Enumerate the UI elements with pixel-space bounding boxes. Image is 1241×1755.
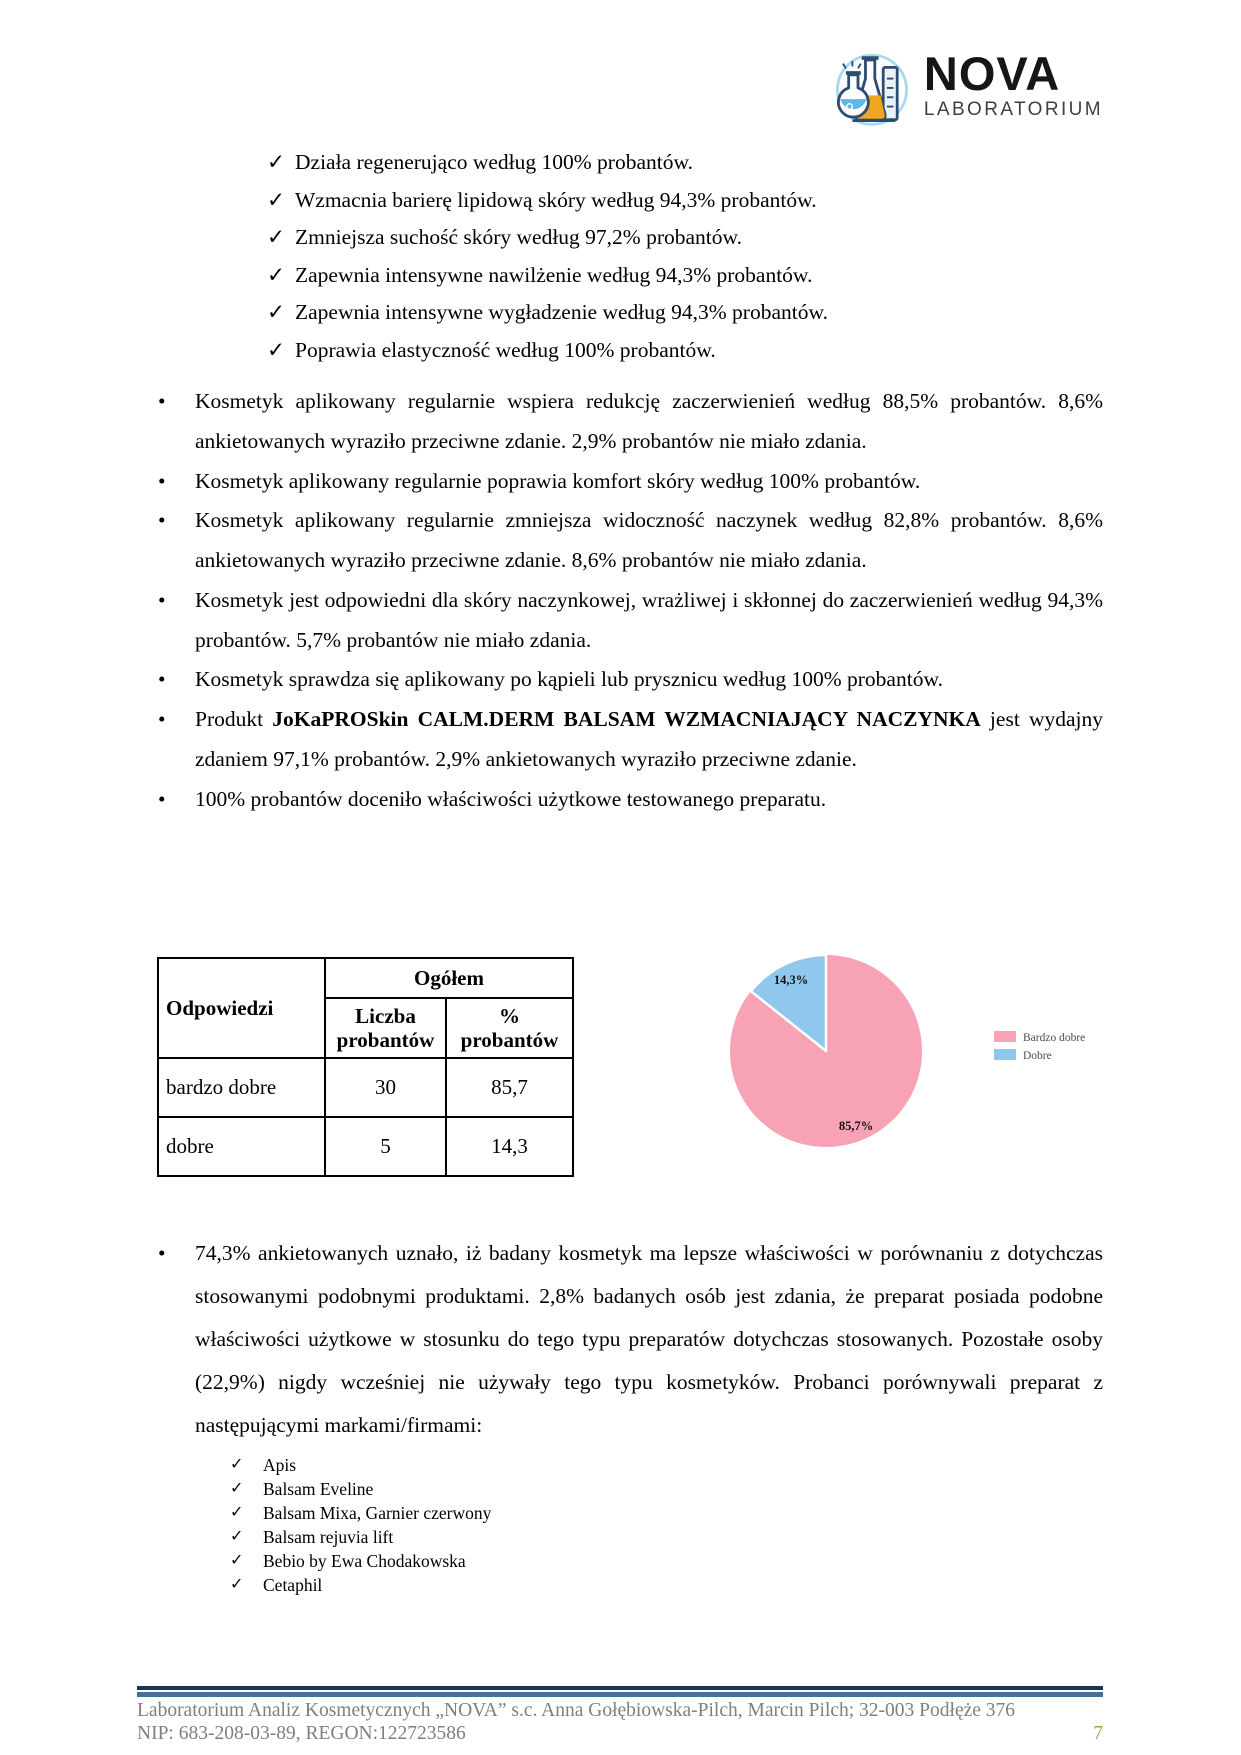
check-icon: ✓ [230,1528,244,1546]
bullet-paragraph [140,382,1103,462]
benefits-check-list [267,144,1103,369]
row-label: bardzo dobre [158,1058,325,1117]
findings-bullet-list [140,382,1103,819]
table-row [158,1117,573,1176]
legend-swatch-dobre [994,1049,1016,1060]
bullet-paragraph [140,581,1103,661]
check-icon: ✓ [230,1576,244,1594]
bullet-text: Kosmetyk aplikowany regularnie wspiera redukcję zaczerwienień według 88,5% probantów. 8,6% ankietowanych wyraziło przeciwne zdanie. 2,9% probantów nie miało zdania. [195,389,1103,453]
list-item-text: Zapewnia intensywne wygładzenie według 94,3% probantów. [295,300,828,324]
list-item-text: Zmniejsza suchość skóry według 97,2% probantów. [295,225,743,249]
brand-name: Cetaphil [263,1575,323,1596]
header [140,0,1103,130]
list-item-text: Działa regenerująco według 100% probantów. [295,150,693,174]
results-table [157,957,574,1177]
list-item [230,1549,1103,1573]
check-icon: ✓ [267,262,286,287]
list-item-text: Zapewnia intensywne nawilżenie według 94,3% probantów. [295,262,813,287]
page-number: 7 [1093,1723,1103,1744]
brand-name: Balsam Eveline [263,1479,374,1500]
bullet-icon: • [158,468,166,493]
bullet-text: Kosmetyk jest odpowiedni dla skóry naczynkowej, wrażliwej i skłonnej do zaczerwienień według 94,3% probantów. 5,7% probantów nie miało zdania. [195,587,1103,652]
bullet-text: Produkt [195,707,273,732]
list-item [267,294,1103,332]
bullet-paragraph [140,660,1103,700]
bullet-paragraph [140,462,1103,502]
bullet-icon: • [158,786,166,811]
list-item-text: Poprawia elastyczność według 100% probantów. [295,337,716,362]
list-item [230,1453,1103,1477]
bullet-text: 74,3% ankietowanych uznało, iż badany kosmetyk ma lepsze właściwości w porównaniu z dotychczas stosowanymi podobnymi produktami. 2,8% badanych osób jest zdania, że preparat posiada podobne właściwości użytkowe w stosunku do tego typu preparatów dotychczas stosowanych. Pozostałe osoby (22,9%) nigdy wcześniej nie używały tego typu kosmetyków. Probanci porównywali preparat z następującymi markami/firmami: [195,1241,1103,1438]
table-header-procent: % probantów [446,998,573,1058]
brand-name: Balsam rejuvia lift [263,1527,394,1548]
logo-name: NOVA [923,47,1061,101]
bullet-text: jest wydajny zdaniem 97,1% probantów. 2,9% ankietowanych wyraziło przeciwne zdanie. [195,707,1103,771]
comparison-bullet-list [140,1232,1103,1447]
row-percent: 85,7 [446,1058,573,1117]
legend-label-dobre: Dobre [1023,1050,1052,1063]
check-icon: ✓ [267,300,286,324]
bullet-icon: • [158,508,166,533]
brand-name: Apis [263,1455,297,1476]
check-icon: ✓ [230,1456,244,1474]
list-item [230,1573,1103,1597]
footer-line2: NIP: 683-208-03-89, REGON:122723586 [137,1723,466,1744]
nova-laboratorium-logo [830,44,1103,130]
list-item [230,1501,1103,1525]
check-icon: ✓ [267,150,286,174]
table-header-odpowiedzi: Odpowiedzi [158,958,325,1058]
brand-name: Bebio by Ewa Chodakowska [263,1551,466,1572]
check-icon: ✓ [267,337,286,362]
list-item [230,1525,1103,1549]
table-header-liczba: Liczba probantów [325,998,446,1058]
lab-flasks-logo-icon [830,46,914,128]
bullet-paragraph [140,780,1103,820]
list-item-text: Wzmacnia barierę lipidową skóry według 94,3% probantów. [295,187,817,212]
list-item [230,1477,1103,1501]
check-icon: ✓ [267,225,286,249]
pie-label-dobre: 14,3% [773,973,809,988]
logo-subtitle: LABORATORIUM [923,98,1103,120]
product-name: JoKaPROSkin CALM.DERM BALSAM WZMACNIAJĄCY NACZYNKA [272,707,981,732]
responses-pie-chart [598,931,1098,1211]
check-icon: ✓ [230,1504,244,1522]
bullet-text: 100% probantów doceniło właściwości użytkowe testowanego preparatu. [195,786,827,811]
bullet-text: Kosmetyk sprawdza się aplikowany po kąpieli lub prysznicu według 100% probantów. [195,667,943,692]
list-item [267,182,1103,220]
bullet-icon: • [158,1241,166,1266]
brands-check-list [230,1453,1103,1597]
footer-line1: Laboratorium Analiz Kosmetycznych „NOVA” s.c. Anna Gołębiowska-Pilch, Marcin Pilch; 32-003 Podłęże 376 [137,1700,1016,1721]
legend-swatch-bardzo-dobre [994,1031,1016,1042]
chart-legend [994,1031,1085,1062]
bullet-icon: • [158,667,166,692]
footer-rule-light [137,1692,1103,1697]
row-count: 5 [325,1117,446,1176]
bullet-icon: • [158,587,166,612]
list-item [267,144,1103,182]
list-item [267,332,1103,370]
bullet-icon: • [158,707,166,732]
bullet-text: Kosmetyk aplikowany regularnie zmniejsza widoczność naczynek według 82,8% probantów. 8,6% ankietowanych wyraziło przeciwne zdanie. 8,6% probantów nie miało zdania. [195,508,1103,573]
list-item [267,219,1103,257]
table-row [158,1058,573,1117]
table-header-ogolem: Ogółem [325,958,573,998]
bullet-paragraph [140,700,1103,780]
bullet-icon: • [158,389,166,413]
check-icon: ✓ [230,1552,244,1570]
check-icon: ✓ [230,1480,244,1498]
results-figure-row [140,907,1103,1219]
bullet-paragraph [140,1232,1103,1447]
row-count: 30 [325,1058,446,1117]
row-label: dobre [158,1117,325,1176]
list-item [267,257,1103,295]
row-percent: 14,3 [446,1117,573,1176]
legend-label-bardzo-dobre: Bardzo dobre [1023,1032,1086,1045]
bullet-text: Kosmetyk aplikowany regularnie poprawia komfort skóry według 100% probantów. [195,468,921,493]
page-footer [137,1686,1103,1745]
pie-label-bardzo-dobre: 85,7% [838,1119,874,1134]
brand-name: Balsam Mixa, Garnier czerwony [263,1503,492,1524]
check-icon: ✓ [267,187,286,212]
bullet-paragraph [140,501,1103,581]
